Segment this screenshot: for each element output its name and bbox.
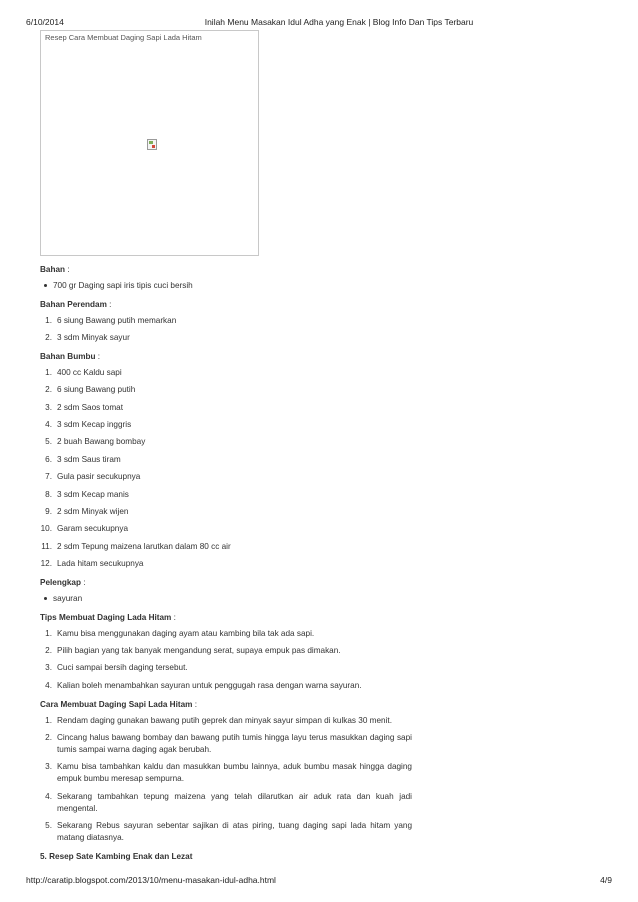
- list-tips: [40, 628, 412, 692]
- list-item: 12. Lada hitam secukupnya: [40, 559, 144, 569]
- list-item: 5. Sekarang Rebus sayuran sebentar sajikan di atas piring, tuang daging sapi lada hitam yang matang diatasnya.: [45, 820, 412, 842]
- print-header: [26, 17, 612, 29]
- list-bahan-perendam: [40, 315, 412, 344]
- recipe-image-frame: [40, 30, 259, 256]
- list-item: 2. 3 sdm Minyak sayur: [45, 333, 130, 343]
- print-page-number: 4/9: [600, 875, 612, 885]
- article-content: [40, 30, 412, 863]
- list-item: 1. 6 siung Bawang putih memarkan: [45, 315, 177, 325]
- section-label-pelengkap: Pelengkap :: [40, 578, 86, 588]
- print-page-title: Inilah Menu Masakan Idul Adha yang Enak | Blog Info Dan Tips Terbaru: [204, 17, 474, 27]
- list-item: 4. Kalian boleh menambahkan sayuran untuk penggugah rasa dengan warna sayuran.: [45, 680, 362, 690]
- section-label-tips: Tips Membuat Daging Lada Hitam :: [40, 612, 176, 622]
- list-item: 6. 3 sdm Saus tiram: [45, 454, 121, 464]
- list-item: 2. Cincang halus bawang bombay dan bawang putih tumis hingga layu terus masukkan daging sapi tumis sampai warna daging agak berubah.: [45, 733, 412, 754]
- print-date: 6/10/2014: [26, 17, 64, 27]
- section-label-cara-membuat: Cara Membuat Daging Sapi Lada Hitam :: [40, 699, 197, 709]
- image-caption: Resep Cara Membuat Daging Sapi Lada Hitam: [45, 33, 202, 42]
- list-bahan-bumbu: [40, 367, 412, 570]
- print-footer: [26, 875, 612, 887]
- list-item: 4. Sekarang tambahkan tepung maizena yang telah dilarutkan air aduk rata dan kuah jadi mengental.: [45, 791, 412, 813]
- list-cara-membuat: [40, 715, 412, 844]
- next-recipe-heading: 5. Resep Sate Kambing Enak dan Lezat: [40, 851, 193, 861]
- list-item: 1. Kamu bisa menggunakan daging ayam atau kambing bila tak ada sapi.: [45, 628, 315, 638]
- section-label-bahan-bumbu: Bahan Bumbu :: [40, 351, 101, 361]
- broken-image-icon: [147, 139, 157, 150]
- list-bahan: [40, 280, 412, 292]
- list-item: 11. 2 sdm Tepung maizena larutkan dalam 80 cc air: [41, 541, 231, 551]
- list-item: 3. Kamu bisa tambahkan kaldu dan masukkan bumbu lainnya, aduk bumbu masak hingga daging empuk bumbu meresap sempurna.: [45, 762, 412, 784]
- list-item: 2. 6 siung Bawang putih: [45, 385, 136, 395]
- list-item: 3. Cuci sampai bersih daging tersebut.: [45, 663, 188, 673]
- list-pelengkap: [40, 593, 412, 605]
- list-item: 5. 2 buah Bawang bombay: [45, 437, 146, 447]
- print-url: http://caratip.blogspot.com/2013/10/menu-masakan-idul-adha.html: [26, 875, 276, 885]
- list-item: sayuran: [40, 593, 412, 605]
- list-item: 9. 2 sdm Minyak wijen: [45, 506, 129, 516]
- section-label-bahan: Bahan :: [40, 265, 70, 274]
- list-item: 700 gr Daging sapi iris tipis cuci bersih: [40, 280, 412, 292]
- list-item: 10. Garam secukupnya: [40, 524, 128, 534]
- list-item: 1. Rendam daging gunakan bawang putih geprek dan minyak sayur simpan di kulkas 30 menit.: [45, 715, 392, 725]
- list-item: 2. Pilih bagian yang tak banyak mengandung serat, supaya empuk pas dimakan.: [45, 646, 341, 656]
- list-item: 3. 2 sdm Saos tomat: [45, 402, 123, 412]
- list-item: 8. 3 sdm Kecap manis: [45, 489, 129, 499]
- list-item: 1. 400 cc Kaldu sapi: [45, 367, 122, 377]
- list-item: 7. Gula pasir secukupnya: [45, 472, 141, 482]
- section-label-bahan-perendam: Bahan Perendam :: [40, 299, 112, 309]
- list-item: 4. 3 sdm Kecap inggris: [45, 420, 132, 430]
